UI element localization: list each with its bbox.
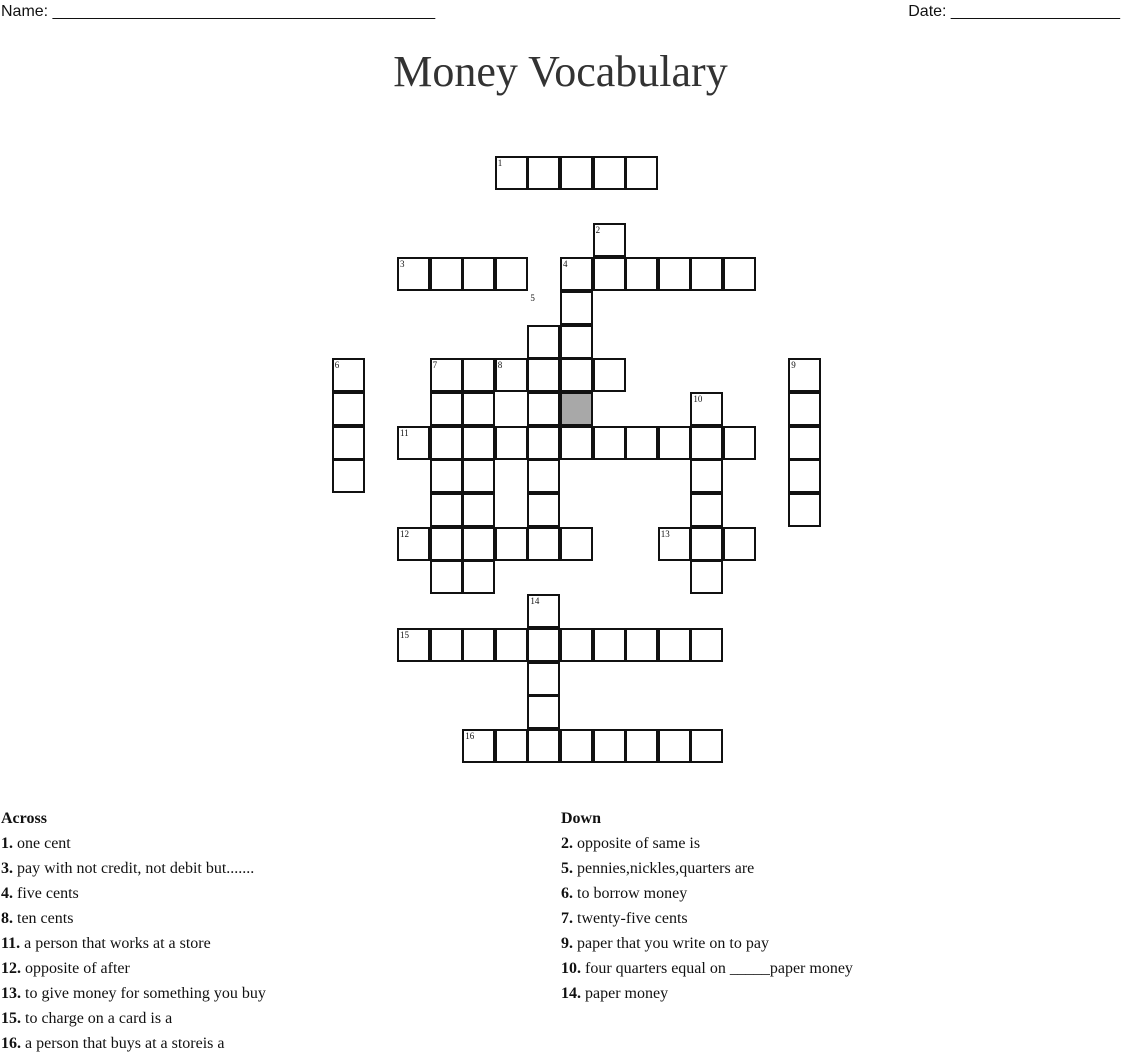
grid-cell[interactable] [723,257,756,291]
clue-number: 15. [1,1010,21,1027]
cell-number: 4 [563,259,568,270]
cell-number: 14 [530,596,540,607]
grid-cell[interactable] [527,325,560,359]
grid-cell[interactable] [690,257,723,291]
grid-cell[interactable] [430,459,463,493]
clue-number: 1. [1,835,13,852]
down-clue [561,834,853,859]
grid-cell[interactable] [625,156,658,190]
grid-cell[interactable] [430,426,463,460]
grid-cell[interactable] [788,493,821,527]
grid-cell[interactable] [462,527,495,561]
grid-cell[interactable] [560,729,593,763]
date-field[interactable]: Date: ___________________ [908,3,1120,20]
cell-number: 8 [497,360,503,371]
grid-cell[interactable] [658,257,691,291]
grid-cell[interactable] [593,257,626,291]
cell-number: 3 [400,259,405,270]
across-clue [1,1009,266,1034]
clue-text: paper that you write on to pay [573,935,769,952]
clue-number: 9. [561,935,573,952]
clue-number: 2. [561,835,573,852]
grid-cell[interactable] [723,426,756,460]
clue-number: 10. [561,960,581,977]
grid-cell[interactable] [495,527,528,561]
grid-cell[interactable] [560,426,593,460]
name-field[interactable]: Name: ___________________________________________ [1,3,436,20]
grid-cell[interactable] [658,628,691,662]
grid-cell[interactable] [690,729,723,763]
grid-cell[interactable] [462,257,495,291]
cell-number: 5 [530,292,535,303]
cell-number: 1 [497,158,503,168]
grid-cell[interactable] [593,426,626,460]
grid-cell[interactable] [495,628,528,662]
cell-number: 10 [693,393,703,404]
grid-cell[interactable] [788,392,821,426]
grid-cell[interactable] [527,628,560,662]
cell-number: 16 [465,730,475,741]
grid-cell[interactable] [560,527,593,561]
grid-cell[interactable] [495,426,528,460]
grid-cell[interactable] [690,527,723,561]
grid-cell[interactable] [560,291,593,325]
clue-number: 5. [561,860,573,877]
clue-text: paper money [581,985,669,1002]
grid-cell[interactable] [690,628,723,662]
down-clue-list [561,834,853,1009]
across-clue [1,934,266,959]
grid-cell[interactable] [560,628,593,662]
grid-cell[interactable] [658,426,691,460]
clue-number: 16. [1,1035,21,1052]
clue-text: to give money for something you buy [21,985,266,1002]
grid-cell[interactable] [593,628,626,662]
grid-cell[interactable] [430,257,463,291]
across-clue [1,909,266,934]
grid-cell[interactable] [430,628,463,662]
clue-number: 8. [1,910,13,927]
grid-cell[interactable] [332,392,365,426]
clue-text: opposite of after [21,960,130,977]
grid-cell[interactable] [462,358,495,392]
grid-cell[interactable] [462,459,495,493]
clue-text: pennies,nickles,quarters are [573,860,755,877]
across-heading: Across [1,810,47,827]
down-clues [561,809,853,1009]
grid-cell[interactable] [430,392,463,426]
grid-cell[interactable] [690,426,723,460]
cell-number: 2 [595,225,601,236]
grid-cell[interactable] [788,426,821,460]
grid-cell[interactable] [560,325,593,359]
grid-cell[interactable] [430,527,463,561]
grid-cell[interactable] [593,358,626,392]
grid-cell[interactable] [495,257,528,291]
clue-number: 3. [1,860,13,877]
clue-text: ten cents [13,910,74,927]
clue-text: one cent [13,835,71,852]
cell-number: 12 [400,528,409,539]
down-clue [561,909,853,934]
across-clue-list [1,834,266,1059]
across-clue [1,884,266,909]
across-clues [1,809,266,1059]
grid-cell[interactable] [430,493,463,527]
cell-number: 15 [400,629,409,640]
cell-number: 13 [660,528,670,539]
grid-cell[interactable] [462,392,495,426]
clue-number: 4. [1,885,13,902]
grid-cell[interactable] [788,459,821,493]
clue-text: twenty-five cents [573,910,688,927]
grid-cell[interactable] [593,729,626,763]
grid-cell[interactable] [560,156,593,190]
grid-cell[interactable] [332,459,365,493]
grid-cell[interactable] [690,560,723,594]
clue-text: four quarters equal on _____paper money [581,960,853,977]
cell-number: 7 [432,360,438,371]
clue-number: 7. [561,910,573,927]
clue-number: 13. [1,985,21,1002]
grid-cell[interactable] [527,729,560,763]
grid-cell[interactable] [690,459,723,493]
grid-cell[interactable] [527,493,560,527]
across-clue [1,1034,266,1059]
across-clue [1,834,266,859]
down-clue [561,884,853,909]
grid-cell[interactable] [593,156,626,190]
grid-cell[interactable] [527,156,560,190]
grid-cell[interactable] [332,426,365,460]
grid-cell[interactable] [462,426,495,460]
across-clue [1,859,266,884]
clue-text: five cents [13,885,79,902]
grid-cell[interactable] [527,459,560,493]
grid-cell[interactable] [527,392,560,426]
grid-cell[interactable] [625,729,658,763]
grid-cell[interactable] [430,560,463,594]
clue-text: pay with not credit, not debit but....... [13,860,255,877]
grid-cell[interactable] [625,426,658,460]
clue-number: 12. [1,960,21,977]
clue-text: a person that works at a store [20,935,211,952]
page-title: Money Vocabulary [393,47,728,96]
down-heading: Down [561,810,602,827]
shaded-cell [560,392,593,426]
cell-number: 9 [791,360,796,371]
grid-cell[interactable] [690,493,723,527]
grid-cell[interactable] [527,662,560,696]
down-clue [561,984,853,1009]
grid-cell[interactable] [462,628,495,662]
down-clue [561,934,853,959]
grid-cell[interactable] [658,729,691,763]
across-clue [1,984,266,1009]
clue-number: 6. [561,885,573,902]
grid-cell[interactable] [527,426,560,460]
down-clue [561,959,853,984]
grid-cell[interactable] [625,628,658,662]
grid-cell[interactable] [495,729,528,763]
grid-cell[interactable] [462,493,495,527]
grid-cell[interactable] [527,358,560,392]
clue-text: to charge on a card is a [21,1010,173,1027]
cell-number: 11 [400,427,409,438]
grid-cell[interactable] [462,560,495,594]
clue-number: 14. [561,985,581,1002]
grid-cell[interactable] [527,527,560,561]
across-clue [1,959,266,984]
grid-cell[interactable] [527,695,560,729]
clue-text: a person that buys at a storeis a [21,1035,225,1052]
clue-number: 11. [1,935,21,952]
grid-cell[interactable] [625,257,658,291]
clue-text: opposite of same is [573,835,701,852]
down-clue [561,859,853,884]
grid-cell[interactable] [560,358,593,392]
cell-number: 6 [334,360,340,371]
grid-cell[interactable] [723,527,756,561]
clue-text: to borrow money [573,885,688,902]
